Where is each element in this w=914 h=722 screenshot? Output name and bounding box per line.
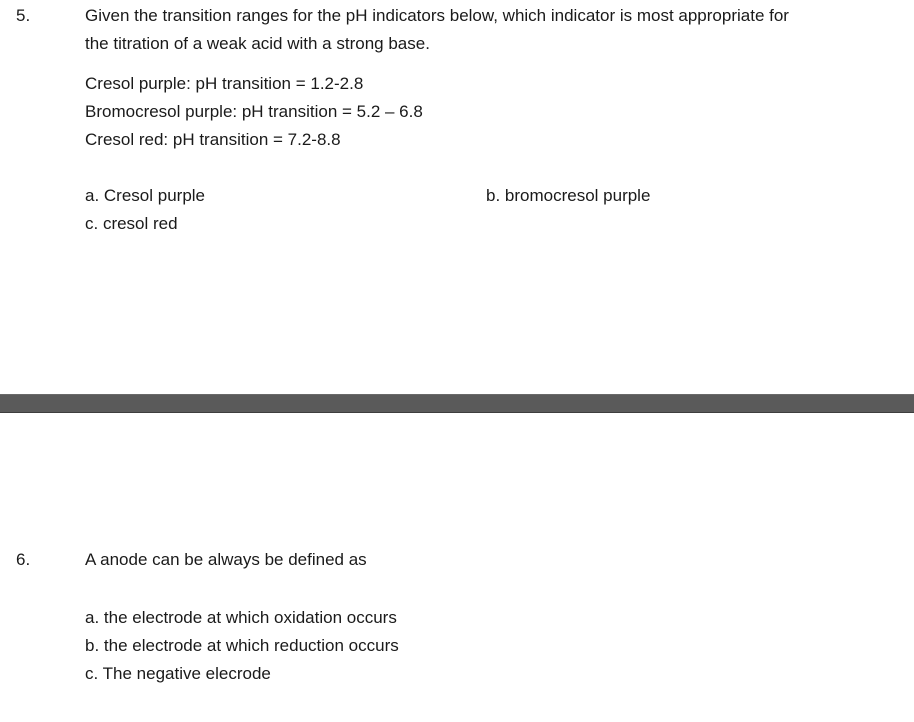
question-5-option-c[interactable]: c. cresol red [85, 214, 178, 233]
section-divider [0, 394, 914, 413]
question-6-option-a[interactable]: a. the electrode at which oxidation occurs [85, 608, 397, 627]
indicator-cresol-purple: Cresol purple: pH transition = 1.2-2.8 [85, 74, 364, 93]
question-5-option-b[interactable]: b. bromocresol purple [486, 186, 651, 205]
question-5-stem-line-1: Given the transition ranges for the pH indicators below, which indicator is most appropriate for [85, 6, 789, 25]
question-6-option-c[interactable]: c. The negative elecrode [85, 664, 271, 683]
question-6-option-b[interactable]: b. the electrode at which reduction occurs [85, 636, 399, 655]
question-5-option-a[interactable]: a. Cresol purple [85, 186, 206, 205]
question-5-stem-line-2: the titration of a weak acid with a strong base. [85, 34, 430, 53]
question-6-number: 6. [16, 550, 31, 569]
indicator-cresol-red: Cresol red: pH transition = 7.2-8.8 [85, 130, 341, 149]
question-5-number: 5. [16, 6, 31, 25]
question-6-stem: A anode can be always be defined as [85, 550, 367, 569]
indicator-bromocresol-purple: Bromocresol purple: pH transition = 5.2 – 6.8 [85, 102, 423, 121]
